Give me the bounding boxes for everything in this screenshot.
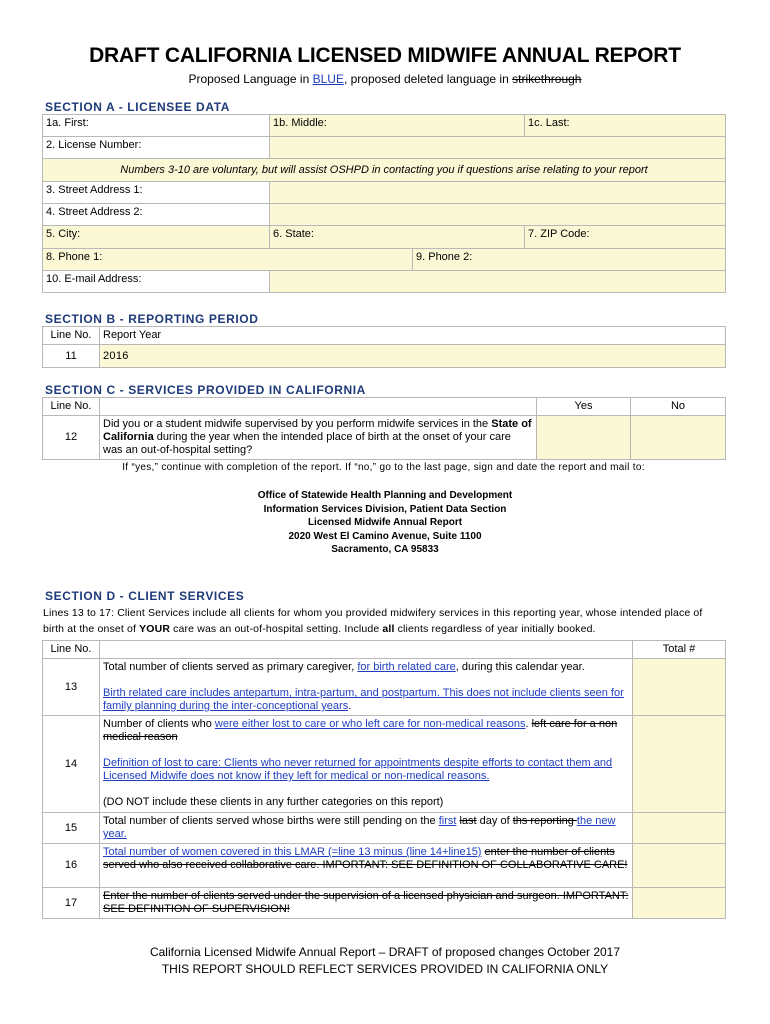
section-d-col-desc <box>100 641 633 659</box>
footer-line-2: THIS REPORT SHOULD REFLECT SERVICES PROVIDED IN CALIFORNIA ONLY <box>161 962 609 976</box>
footer-line-1: California Licensed Midwife Annual Report – DRAFT of proposed changes October 2017 <box>149 945 621 959</box>
last-name-field[interactable] <box>525 115 726 137</box>
mailing-address <box>0 489 770 557</box>
address-line-3: Licensed Midwife Annual Report <box>307 517 463 528</box>
email-field[interactable] <box>270 271 726 293</box>
line-14-total-field[interactable] <box>633 716 726 813</box>
city-label: 5. City: <box>46 228 81 240</box>
address-line-4: 2020 West El Camino Avenue, Suite 1100 <box>288 530 482 542</box>
state-field[interactable] <box>270 226 525 249</box>
section-b-heading: SECTION B - REPORTING PERIOD <box>45 312 259 326</box>
subtitle-blue-word: BLUE <box>312 72 344 86</box>
l14-a: Number of clients who <box>103 718 215 730</box>
section-c-col-question <box>100 398 537 416</box>
address-line-5: Sacramento, CA 95833 <box>331 544 439 555</box>
line-13-number: 13 <box>43 659 100 716</box>
l14-c: (DO NOT include these clients in any further categories on this report) <box>103 796 444 808</box>
section-c-col-no: No <box>631 398 726 416</box>
street2-label: 4. Street Address 2: <box>43 204 270 226</box>
section-d-table <box>42 640 726 919</box>
voluntary-note: Numbers 3-10 are voluntary, but will assist OSHPD in contacting you if questions arise relating to your report <box>43 159 726 182</box>
city-field[interactable] <box>43 226 270 249</box>
l13-a: Total number of clients served as primary caregiver, <box>103 661 358 673</box>
line-16-desc <box>100 844 633 888</box>
l15-a: Total number of clients served whose births were still pending on the <box>103 815 439 827</box>
line-11-number: 11 <box>43 345 100 368</box>
line-16-total-field[interactable] <box>633 844 726 888</box>
report-title: DRAFT CALIFORNIA LICENSED MIDWIFE ANNUAL REPORT <box>89 44 681 67</box>
license-number-label: 2. License Number: <box>43 137 270 159</box>
l15-strike1: last <box>459 815 477 827</box>
street1-label: 3. Street Address 1: <box>43 182 270 204</box>
zip-field[interactable] <box>525 226 726 249</box>
l14-a-blue: were either lost to care or who left care for non-medical reasons <box>214 718 526 730</box>
section-b-col-year: Report Year <box>100 327 726 345</box>
report-year-field[interactable]: 2016 <box>100 345 726 368</box>
subtitle-before: Proposed Language in <box>188 72 313 86</box>
section-d-intro <box>43 605 726 637</box>
line-15-desc <box>100 813 633 844</box>
section-c-col-line: Line No. <box>43 398 100 416</box>
line-12-yes-field[interactable] <box>537 416 631 460</box>
section-a-heading: SECTION A - LICENSEE DATA <box>45 100 231 114</box>
section-a-table <box>42 114 726 293</box>
l15-a-blue2: the new year. <box>103 815 616 840</box>
l13-a-end: , during this calendar year. <box>455 661 585 673</box>
line-17-desc <box>100 888 633 919</box>
section-c-instruction: If “yes,” continue with completion of the report. If “no,” go to the last page, sign and date the report and mail to: <box>122 462 645 473</box>
l15-a-mid: day of <box>476 815 513 827</box>
section-c-heading: SECTION C - SERVICES PROVIDED IN CALIFORNIA <box>45 383 366 397</box>
line-13-total-field[interactable] <box>633 659 726 716</box>
l13-b-blue: Birth related care includes antepartum, intra-partum, and postpartum. This does not include clients seen for family planning during the inter-conceptional years <box>103 687 624 712</box>
l17-a-strike: Enter the number of clients served under the supervision of a licensed physician and surgeon. IMPORTANT: SEE DEFINITION OF SUPERVISION! <box>103 890 629 915</box>
middle-name-field[interactable] <box>270 115 525 137</box>
section-d-col-total: Total # <box>633 641 726 659</box>
section-b-col-line: Line No. <box>43 327 100 345</box>
l14-b-blue: Definition of lost to care: Clients who never returned for appointments despite efforts to contact them and Licensed Midwife does not know if they left for medical or non-medical reasons. <box>103 757 613 782</box>
line-12-no-field[interactable] <box>631 416 726 460</box>
street1-field[interactable] <box>270 182 726 204</box>
line-17-total-field[interactable] <box>633 888 726 919</box>
subtitle-middle: , proposed deleted language in <box>343 72 513 86</box>
intro-your: YOUR <box>139 623 171 635</box>
address-line-2: Information Services Division, Patient Data Section <box>263 503 507 515</box>
intro-all: all <box>382 623 395 635</box>
street2-field[interactable] <box>270 204 726 226</box>
section-c-col-yes: Yes <box>537 398 631 416</box>
line-12-number: 12 <box>43 416 100 460</box>
phone2-field[interactable] <box>413 249 726 271</box>
first-name-label: 1a. First: <box>43 115 270 137</box>
l14-a-dot: . <box>525 718 532 730</box>
line-15-number: 15 <box>43 813 100 844</box>
license-number-field[interactable] <box>270 137 726 159</box>
intro-part2: care was an out-of-hospital setting. Include <box>170 623 383 635</box>
line-12-question <box>100 416 537 460</box>
section-c-table <box>42 397 726 460</box>
l15-a-blue: first <box>438 815 457 827</box>
subtitle <box>0 72 770 86</box>
footer <box>0 944 770 978</box>
intro-part3: clients regardless of year initially booked. <box>394 623 596 635</box>
intro-part1: Lines 13 to 17: Client Services include all clients for whom you provided midwifery services in this reporting year, whose intended place of birth at the onset of <box>43 607 703 635</box>
line-15-total-field[interactable] <box>633 813 726 844</box>
q-part2: during the year when the intended place of birth at the onset of your care was an out-of-hospital setting? <box>103 431 511 456</box>
phone2-label: 9. Phone 2: <box>416 251 473 263</box>
middle-name-label: 1b. Middle: <box>273 117 327 129</box>
phone1-label: 8. Phone 1: <box>46 251 103 263</box>
l14-a-strike: left care for a non medical reason <box>103 718 618 743</box>
l15-strike2: ths reporting <box>512 815 577 827</box>
line-14-desc <box>100 716 633 813</box>
line-16-number: 16 <box>43 844 100 888</box>
l13-a-blue: for birth related care <box>357 661 456 673</box>
zip-label: 7. ZIP Code: <box>528 228 590 240</box>
state-label: 6. State: <box>273 228 314 240</box>
last-name-label: 1c. Last: <box>528 117 570 129</box>
l13-b-end: . <box>348 700 352 712</box>
section-d-heading: SECTION D - CLIENT SERVICES <box>45 589 245 603</box>
subtitle-strike-word: strikethrough <box>512 72 582 86</box>
l16-a-strike: enter the number of clients served who also received collaborative care. IMPORTANT: SEE DEFINITION OF COLLABORATIVE CARE! <box>103 846 628 871</box>
l16-a-blue: Total number of women covered in this LMAR (=line 13 minus (line 14+line15) <box>103 846 482 858</box>
section-b-table <box>42 326 726 368</box>
email-label: 10. E-mail Address: <box>43 271 270 293</box>
q-part1: Did you or a student midwife supervised by you perform midwife services in the <box>103 418 492 430</box>
section-d-col-line: Line No. <box>43 641 100 659</box>
q-bold: State of California <box>103 418 532 443</box>
phone1-field[interactable] <box>43 249 413 271</box>
line-17-number: 17 <box>43 888 100 919</box>
line-14-number: 14 <box>43 716 100 813</box>
address-line-1: Office of Statewide Health Planning and Development <box>257 490 513 501</box>
line-13-desc <box>100 659 633 716</box>
